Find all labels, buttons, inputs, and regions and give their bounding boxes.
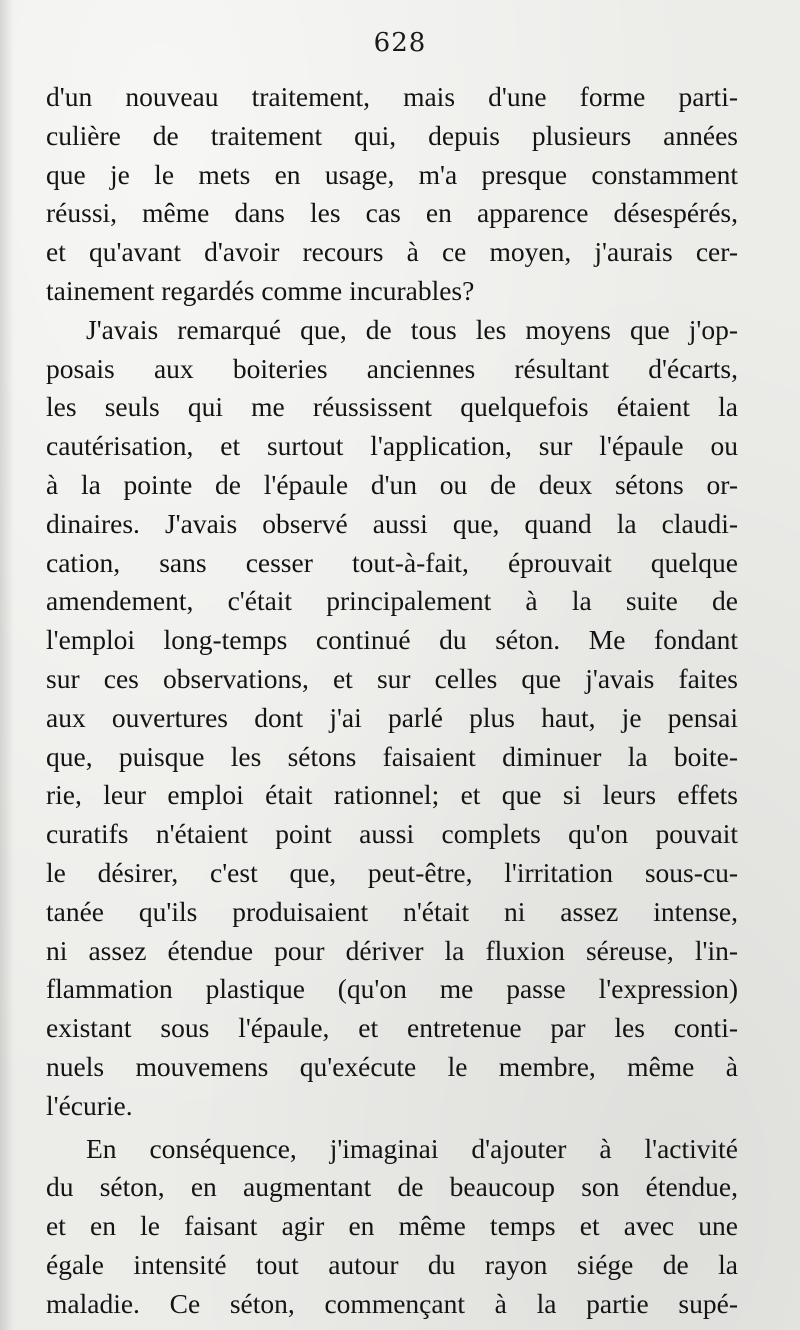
text-line: tainement regardés comme incurables?	[46, 274, 475, 306]
text-line: réussi, même dans les cas en apparence désespérés,	[46, 197, 738, 229]
text-line: les seuls qui me réussissent quelquefois étaient la	[46, 391, 738, 423]
text-line: cation, sans cesser tout-à-fait, éprouvait quelque	[46, 546, 738, 578]
text-line: l'emploi long-temps continué du séton. Me fondant	[46, 624, 738, 656]
text-line: existant sous l'épaule, et entretenue par les conti-	[46, 1012, 738, 1044]
text-line: sur ces observations, et sur celles que j'avais faites	[46, 662, 738, 694]
text-line: et en le faisant agir en même temps et avec une	[46, 1210, 738, 1242]
text-line: que, puisque les sétons faisaient diminuer la boite-	[46, 740, 738, 772]
text-line: curatifs n'étaient point aussi complets qu'on pouvait	[46, 818, 738, 850]
text-line: d'un nouveau traitement, mais d'une forme parti-	[46, 81, 738, 112]
body-text	[46, 78, 738, 1324]
page-number: 628	[373, 28, 427, 58]
text-line: En conséquence, j'imaginai d'ajouter à l'activité	[86, 1132, 738, 1164]
text-line: rie, leur emploi était rationnel; et que si leurs effets	[46, 779, 738, 811]
text-line: J'avais remarqué que, de tous les moyens que j'op-	[86, 313, 738, 345]
text-line: l'écurie.	[46, 1089, 133, 1121]
page-edge-shadow	[0, 0, 14, 1330]
text-line: du séton, en augmentant de beaucoup son étendue,	[46, 1171, 738, 1203]
text-line: maladie. Ce séton, commençant à la partie supé-	[46, 1287, 738, 1319]
text-line: culière de traitement qui, depuis plusieurs années	[46, 119, 738, 151]
text-line: cautérisation, et surtout l'application, sur l'épaule ou	[46, 430, 738, 462]
text-line: et qu'avant d'avoir recours à ce moyen, j'aurais cer-	[46, 236, 738, 268]
text-line: flammation plastique (qu'on me passe l'expression)	[46, 973, 738, 1005]
text-line: que je le mets en usage, m'a presque constamment	[46, 158, 738, 190]
text-line: le désirer, c'est que, peut-être, l'irritation sous-cu-	[46, 856, 738, 888]
text-line: à la pointe de l'épaule d'un ou de deux sétons or-	[46, 468, 738, 500]
text-line: nuels mouvemens qu'exécute le membre, même à	[46, 1050, 738, 1082]
text-line: ni assez étendue pour dériver la fluxion séreuse, l'in-	[46, 934, 738, 966]
text-line: posais aux boiteries anciennes résultant d'écarts,	[46, 352, 738, 384]
text-line: aux ouvertures dont j'ai parlé plus haut, je pensai	[46, 701, 738, 733]
text-line: égale intensité tout autour du rayon siége de la	[46, 1248, 738, 1280]
text-line: dinaires. J'avais observé aussi que, quand la claudi-	[46, 507, 738, 539]
text-line: tanée qu'ils produisaient n'était ni assez intense,	[46, 895, 738, 927]
text-line: amendement, c'était principalement à la suite de	[46, 585, 738, 617]
